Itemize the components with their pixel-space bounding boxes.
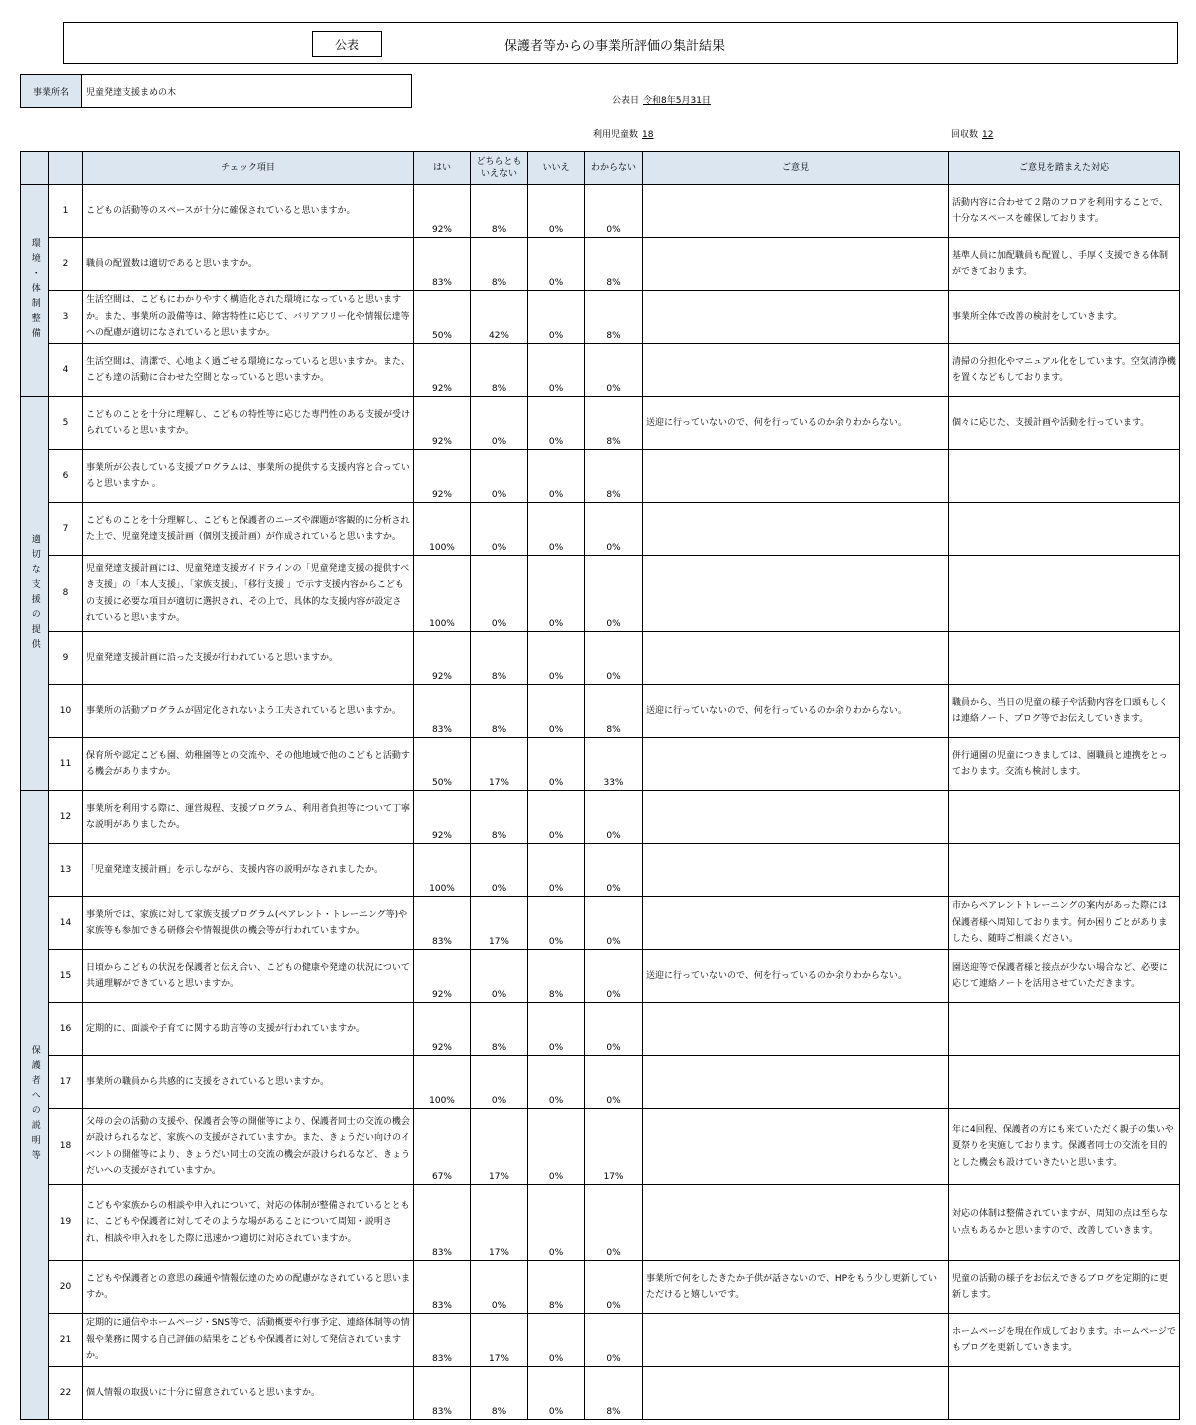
pct-yes: 83%: [414, 1261, 471, 1314]
pct-yes: 83%: [414, 1314, 471, 1367]
pct-neither: 0%: [471, 556, 528, 632]
check-question: 定期的に、面談や子育てに関する助言等の支援が行われていますか。: [83, 1003, 414, 1056]
opinion-cell: [643, 897, 949, 950]
opinion-cell: [643, 1314, 949, 1367]
response-cell: 事業所全体で改善の検討をしていきます。: [949, 291, 1180, 344]
opinion-cell: [643, 185, 949, 238]
pct-yes: 83%: [414, 685, 471, 738]
pct-no: 0%: [528, 1314, 585, 1367]
pct-no: 0%: [528, 738, 585, 791]
pct-no: 8%: [528, 1261, 585, 1314]
pct-no: 0%: [528, 291, 585, 344]
opinion-cell: [643, 632, 949, 685]
pct-yes: 83%: [414, 1185, 471, 1261]
table-row: [21, 897, 1180, 950]
category-label: 保護者への説明等: [21, 791, 49, 1420]
pct-neither: 0%: [471, 950, 528, 1003]
opinion-cell: [643, 1003, 949, 1056]
check-question: 父母の会の活動の支援や、保護者会等の開催等により、保護者同士の交流の機会が設けられるなど、家族への支援がされていますか。また、きょうだい向けのイベントの開催等により、きょうだい同士の交流の機会が設けられるなど、きょうだいへの支援がされていますか。: [83, 1109, 414, 1185]
pct-unknown: 0%: [585, 950, 643, 1003]
response-cell: [949, 1367, 1180, 1420]
category-label: 適切な支援の提供: [21, 397, 49, 791]
publish-date-label: 公表日: [612, 96, 640, 106]
table-row: [21, 1367, 1180, 1420]
response-cell: [949, 632, 1180, 685]
response-cell: 園送迎等で保護者様と接点が少ない場合など、必要に応じて連絡ノートを活用させていただきます。: [949, 950, 1180, 1003]
pct-unknown: 0%: [585, 503, 643, 556]
pct-no: 8%: [528, 950, 585, 1003]
row-number: 15: [49, 950, 83, 1003]
row-number: 20: [49, 1261, 83, 1314]
response-cell: 清掃の分担化やマニュアル化をしています。空気清浄機を置くなどもしております。: [949, 344, 1180, 397]
pct-unknown: 0%: [585, 1003, 643, 1056]
page-title: 保護者等からの事業所評価の集計結果: [504, 39, 726, 54]
row-number: 4: [49, 344, 83, 397]
opinion-cell: [643, 1367, 949, 1420]
pct-neither: 17%: [471, 1314, 528, 1367]
responses-line: [951, 127, 993, 140]
pct-yes: 92%: [414, 185, 471, 238]
check-question: 「児童発達支援計画」を示しながら、支援内容の説明がなされましたか。: [83, 844, 414, 897]
pct-no: 0%: [528, 1003, 585, 1056]
pct-yes: 92%: [414, 632, 471, 685]
opinion-cell: [643, 791, 949, 844]
header-number: [49, 152, 83, 185]
opinion-cell: [643, 344, 949, 397]
response-cell: [949, 844, 1180, 897]
pct-yes: 92%: [414, 450, 471, 503]
office-name: 児童発達支援まめの木: [86, 87, 177, 98]
pct-unknown: 8%: [585, 238, 643, 291]
check-question: こどもの活動等のスペースが十分に確保されていると思いますか。: [83, 185, 414, 238]
pct-neither: 0%: [471, 503, 528, 556]
check-question: 日頃からこどもの状況を保護者と伝え合い、こどもの健康や発達の状況について共通理解ができていると思いますか。: [83, 950, 414, 1003]
opinion-cell: [643, 1056, 949, 1109]
pct-unknown: 8%: [585, 685, 643, 738]
header-unknown: わからない: [585, 152, 643, 185]
response-cell: [949, 450, 1180, 503]
check-question: 保育所や認定こども園、幼稚園等との交流や、その他地域で他のこどもと活動する機会がありますか。: [83, 738, 414, 791]
check-question: 生活空間は、清潔で、心地よく過ごせる環境になっていると思いますか。また、こども達の活動に合わせた空間となっていると思いますか。: [83, 344, 414, 397]
pct-unknown: 17%: [585, 1109, 643, 1185]
row-number: 16: [49, 1003, 83, 1056]
check-question: 事業所を利用する際に、運営規程、支援プログラム、利用者負担等について丁寧な説明がありましたか。: [83, 791, 414, 844]
pct-yes: 100%: [414, 1056, 471, 1109]
check-question: 児童発達支援計画に沿った支援が行われていると思いますか。: [83, 632, 414, 685]
pct-unknown: 0%: [585, 1261, 643, 1314]
table-row: [21, 1109, 1180, 1185]
response-cell: 対応の体制は整備されていますが、周知の点は至らない点もあるかと思いますので、改善していきます。: [949, 1185, 1180, 1261]
pct-unknown: 0%: [585, 1185, 643, 1261]
table-row: [21, 450, 1180, 503]
table-row: [21, 1003, 1180, 1056]
pct-no: 0%: [528, 1367, 585, 1420]
check-question: こどもや家族からの相談や申入れについて、対応の体制が整備されているとともに、こどもや保護者に対してそのような場があることについて周知・説明され、相談や申入れをした際に迅速かつ適切に対応されていますか。: [83, 1185, 414, 1261]
table-row: [21, 791, 1180, 844]
responses-count: 12: [982, 130, 994, 140]
row-number: 17: [49, 1056, 83, 1109]
pct-no: 0%: [528, 450, 585, 503]
pct-neither: 8%: [471, 1367, 528, 1420]
pct-neither: 8%: [471, 632, 528, 685]
header-no: いいえ: [528, 152, 585, 185]
row-number: 9: [49, 632, 83, 685]
check-question: こどものことを十分に理解し、こどもの特性等に応じた専門性のある支援が受けられていると思いますか。: [83, 397, 414, 450]
table-row: [21, 503, 1180, 556]
pct-yes: 50%: [414, 738, 471, 791]
row-number: 8: [49, 556, 83, 632]
table-row: [21, 344, 1180, 397]
pct-unknown: 8%: [585, 1367, 643, 1420]
check-question: 個人情報の取扱いに十分に留意されていると思いますか。: [83, 1367, 414, 1420]
header-response: ご意見を踏まえた対応: [949, 152, 1180, 185]
table-row: [21, 632, 1180, 685]
pct-no: 0%: [528, 632, 585, 685]
check-question: 定期的に通信やホームページ・SNS等で、活動概要や行事予定、連絡体制等の情報や業務に関する自己評価の結果をこどもや保護者に対して発信されていますか。: [83, 1314, 414, 1367]
table-row: [21, 556, 1180, 632]
pct-neither: 8%: [471, 1003, 528, 1056]
pct-unknown: 8%: [585, 397, 643, 450]
check-question: 事業所では、家族に対して家族支援プログラム(ペアレント・トレーニング等)や家族等も参加できる研修会や情報提供の機会等が行われていますか。: [83, 897, 414, 950]
pct-no: 0%: [528, 897, 585, 950]
pct-neither: 8%: [471, 185, 528, 238]
users-line: [593, 127, 653, 140]
pct-no: 0%: [528, 1109, 585, 1185]
response-cell: 基準人員に加配職員も配置し、手厚く支援できる体制ができております。: [949, 238, 1180, 291]
opinion-cell: [643, 844, 949, 897]
pct-unknown: 0%: [585, 344, 643, 397]
evaluation-table: [20, 151, 1180, 1420]
response-cell: 年に4回程、保護者の方にも来ていただく親子の集いや夏祭りを実施しております。保護者同士の交流を目的とした機会も設けていきたいと思います。: [949, 1109, 1180, 1185]
pct-yes: 100%: [414, 556, 471, 632]
pct-unknown: 8%: [585, 450, 643, 503]
row-number: 21: [49, 1314, 83, 1367]
users-label: 利用児童数: [593, 130, 639, 140]
pct-neither: 0%: [471, 450, 528, 503]
opinion-cell: [643, 503, 949, 556]
table-row: [21, 291, 1180, 344]
table-row: [21, 1314, 1180, 1367]
check-question: 児童発達支援計画には、児童発達支援ガイドラインの「児童発達支援の提供すべき支援」の「本人支援」、「家族支援」、「移行支援 」で示す支援内容からこどもの支援に必要な項目が適切に選択され、その上で、具体的な支援内容が設定されていると思いますか。: [83, 556, 414, 632]
opinion-cell: [643, 450, 949, 503]
response-cell: 個々に応じた、支援計画や活動を行っています。: [949, 397, 1180, 450]
check-question: こどもや保護者との意思の疎通や情報伝達のための配慮がなされていると思いますか。: [83, 1261, 414, 1314]
office-label: 事業所名: [21, 75, 82, 107]
pct-unknown: 0%: [585, 632, 643, 685]
row-number: 2: [49, 238, 83, 291]
pct-no: 0%: [528, 185, 585, 238]
category-label: 環境・体制整備: [21, 185, 49, 397]
pct-unknown: 0%: [585, 1314, 643, 1367]
response-cell: 職員から、当日の児童の様子や活動内容を口頭もしくは連絡ノート、ブログ等でお伝えしていきます。: [949, 685, 1180, 738]
header-yes: はい: [414, 152, 471, 185]
opinion-cell: [643, 1109, 949, 1185]
table-row: [21, 950, 1180, 1003]
opinion-cell: 送迎に行っていないので、何を行っているのか余りわからない。: [643, 685, 949, 738]
response-cell: [949, 556, 1180, 632]
pct-yes: 100%: [414, 844, 471, 897]
opinion-cell: [643, 738, 949, 791]
pct-unknown: 0%: [585, 185, 643, 238]
pct-no: 0%: [528, 844, 585, 897]
office-box: [20, 74, 412, 108]
pct-yes: 50%: [414, 291, 471, 344]
pct-unknown: 0%: [585, 556, 643, 632]
pct-yes: 92%: [414, 791, 471, 844]
opinion-cell: [643, 291, 949, 344]
table-header-row: [21, 152, 1180, 185]
table-row: [21, 397, 1180, 450]
response-cell: 活動内容に合わせて２階のフロアを利用することで、十分なスペースを確保しております。: [949, 185, 1180, 238]
publish-date-line: [612, 93, 711, 106]
header-opinion: ご意見: [643, 152, 949, 185]
table-row: [21, 685, 1180, 738]
opinion-cell: 送迎に行っていないので、何を行っているのか余りわからない。: [643, 397, 949, 450]
row-number: 12: [49, 791, 83, 844]
check-question: 事業所の活動プログラムが固定化されないよう工夫されていると思いますか。: [83, 685, 414, 738]
row-number: 22: [49, 1367, 83, 1420]
pct-neither: 17%: [471, 897, 528, 950]
response-cell: 児童の活動の様子をお伝えできるブログを定期的に更新します。: [949, 1261, 1180, 1314]
row-number: 10: [49, 685, 83, 738]
pct-unknown: 0%: [585, 1056, 643, 1109]
row-number: 18: [49, 1109, 83, 1185]
pct-unknown: 8%: [585, 291, 643, 344]
check-question: こどものことを十分理解し、こどもと保護者のニーズや課題が客観的に分析された上で、児童発達支援計画（個別支援計画）が作成されていると思いますか。: [83, 503, 414, 556]
pct-no: 0%: [528, 556, 585, 632]
pct-yes: 92%: [414, 344, 471, 397]
check-question: 事業所が公表している支援プログラムは、事業所の提供する支援内容と合っていると思いますか 。: [83, 450, 414, 503]
table-row: [21, 1261, 1180, 1314]
pct-yes: 83%: [414, 238, 471, 291]
users-count: 18: [642, 130, 654, 140]
row-number: 5: [49, 397, 83, 450]
pct-no: 0%: [528, 503, 585, 556]
table-row: [21, 1056, 1180, 1109]
table-row: [21, 1185, 1180, 1261]
header-check: チェック項目: [83, 152, 414, 185]
publish-badge: 公表: [312, 31, 382, 57]
response-cell: [949, 791, 1180, 844]
pct-neither: 8%: [471, 344, 528, 397]
pct-neither: 17%: [471, 738, 528, 791]
pct-yes: 83%: [414, 897, 471, 950]
pct-unknown: 33%: [585, 738, 643, 791]
opinion-cell: 事業所で何をしたきたか子供が話さないので、HPをもう少し更新していただけると嬉しいです。: [643, 1261, 949, 1314]
row-number: 19: [49, 1185, 83, 1261]
pct-unknown: 0%: [585, 897, 643, 950]
pct-yes: 83%: [414, 1367, 471, 1420]
pct-neither: 0%: [471, 844, 528, 897]
pct-no: 0%: [528, 344, 585, 397]
pct-unknown: 0%: [585, 844, 643, 897]
check-question: 生活空間は、こどもにわかりやすく構造化された環境になっていると思いますか。また、事業所の設備等は、障害特性に応じて、バリアフリー化や情報伝達等への配慮が適切になされていると思いますか。: [83, 291, 414, 344]
check-question: 職員の配置数は適切であると思いますか。: [83, 238, 414, 291]
header-category: [21, 152, 49, 185]
table-row: [21, 844, 1180, 897]
pct-neither: 17%: [471, 1185, 528, 1261]
table-row: [21, 185, 1180, 238]
response-cell: 併行通園の児童につきましては、園職員と連携をとっております。交流も検討します。: [949, 738, 1180, 791]
response-cell: [949, 503, 1180, 556]
pct-no: 0%: [528, 397, 585, 450]
response-cell: [949, 1056, 1180, 1109]
pct-yes: 92%: [414, 1003, 471, 1056]
table-row: [21, 238, 1180, 291]
pct-neither: 8%: [471, 238, 528, 291]
check-question: 事業所の職員から共感的に支援をされていると思いますか。: [83, 1056, 414, 1109]
opinion-cell: [643, 556, 949, 632]
responses-label: 回収数: [951, 130, 979, 140]
pct-no: 0%: [528, 1185, 585, 1261]
row-number: 6: [49, 450, 83, 503]
pct-neither: 42%: [471, 291, 528, 344]
row-number: 7: [49, 503, 83, 556]
pct-no: 0%: [528, 791, 585, 844]
pct-neither: 0%: [471, 1056, 528, 1109]
pct-no: 0%: [528, 1056, 585, 1109]
pct-yes: 92%: [414, 950, 471, 1003]
opinion-cell: 送迎に行っていないので、何を行っているのか余りわからない。: [643, 950, 949, 1003]
pct-neither: 17%: [471, 1109, 528, 1185]
opinion-cell: [643, 1185, 949, 1261]
response-cell: 市からペアレントトレーニングの案内があった際には保護者様へ周知しております。何か困りごとがありましたら、随時ご相談ください。: [949, 897, 1180, 950]
row-number: 1: [49, 185, 83, 238]
response-cell: ホームページを現在作成しております。ホームページでもブログを更新していきます。: [949, 1314, 1180, 1367]
row-number: 3: [49, 291, 83, 344]
row-number: 14: [49, 897, 83, 950]
response-cell: [949, 1003, 1180, 1056]
pct-neither: 8%: [471, 791, 528, 844]
title-box: [63, 22, 1178, 64]
header-neither: どちらとも いえない: [471, 152, 528, 185]
pct-yes: 100%: [414, 503, 471, 556]
row-number: 13: [49, 844, 83, 897]
pct-no: 0%: [528, 238, 585, 291]
opinion-cell: [643, 238, 949, 291]
pct-no: 0%: [528, 685, 585, 738]
pct-neither: 8%: [471, 685, 528, 738]
pct-yes: 67%: [414, 1109, 471, 1185]
publish-date-value: 令和8年5月31日: [643, 96, 711, 106]
pct-neither: 0%: [471, 397, 528, 450]
row-number: 11: [49, 738, 83, 791]
pct-yes: 92%: [414, 397, 471, 450]
pct-neither: 0%: [471, 1261, 528, 1314]
pct-unknown: 0%: [585, 791, 643, 844]
table-row: [21, 738, 1180, 791]
